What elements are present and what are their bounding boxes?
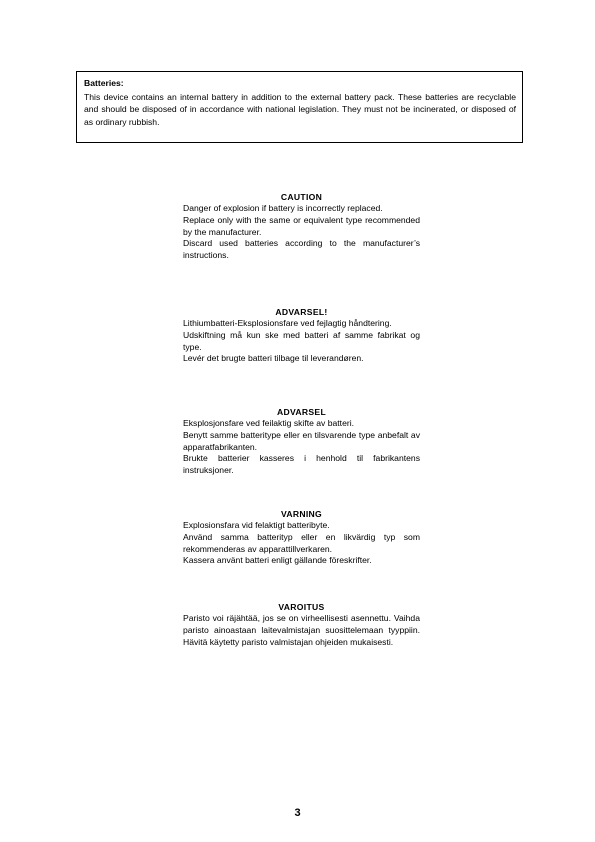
- batteries-title: Batteries:: [84, 78, 124, 88]
- warning-line: Udskiftning må kun ske med batteri af samme fabrikat og type.: [183, 329, 420, 352]
- warning-line: Discard used batteries according to the manufacturer’s instructions.: [183, 238, 420, 261]
- warning-line: Paristo voi räjähtää, jos se on virheellisesti asennettu. Vaihda paristo ainoastaan laitevalmistajan suosittelemaan tyyppiin. Hävitä käytetty paristo valmistajan ohjeiden mukaisesti.: [183, 613, 420, 647]
- warning-varning-swedish: [183, 508, 420, 567]
- warning-line: Explosionsfara vid felaktigt batteribyte.: [183, 520, 330, 530]
- batteries-notice-box: [76, 71, 523, 143]
- warning-title: VARNING: [280, 509, 323, 519]
- warning-title: CAUTION: [280, 192, 323, 202]
- warning-line: Benytt samme batteritype eller en tilsvarende type anbefalt av apparatfabrikanten.: [183, 429, 420, 452]
- warning-line: Kassera använt batteri enligt gällande föreskrifter.: [183, 555, 372, 566]
- warning-line: Brukte batterier kasseres i henhold til fabrikantens instruksjoner.: [183, 453, 420, 476]
- warning-advarsel-norwegian: [183, 406, 420, 477]
- warning-line: Eksplosjonsfare ved feilaktig skifte av batteri.: [183, 418, 355, 428]
- warning-line: Levér det brugte batteri tilbage til leverandøren.: [183, 353, 364, 364]
- warning-title: ADVARSEL: [276, 407, 327, 417]
- warning-line: Använd samma batterityp eller en likvärdig typ som rekommenderas av apparattillverkaren.: [183, 531, 420, 554]
- batteries-text: This device contains an internal battery in addition to the external battery pack. These batteries are recyclable and should be disposed of in accordance with national legislation. They must not be incinerated, or disposed of as ordinary rubbish.: [84, 92, 516, 127]
- warning-title: ADVARSEL!: [275, 307, 328, 317]
- warning-advarsel-danish: [183, 306, 420, 365]
- warning-line: Lithiumbatteri-Eksplosionsfare ved fejlagtig håndtering.: [183, 318, 392, 328]
- warning-varoitus-finnish: [183, 601, 420, 648]
- warning-line: Danger of explosion if battery is incorrectly replaced.: [183, 203, 383, 213]
- warning-line: Replace only with the same or equivalent type recommended by the manufacturer.: [183, 214, 420, 237]
- warning-caution-english: [183, 191, 420, 262]
- warning-title: VAROITUS: [278, 602, 325, 612]
- page-number: 3: [294, 807, 301, 819]
